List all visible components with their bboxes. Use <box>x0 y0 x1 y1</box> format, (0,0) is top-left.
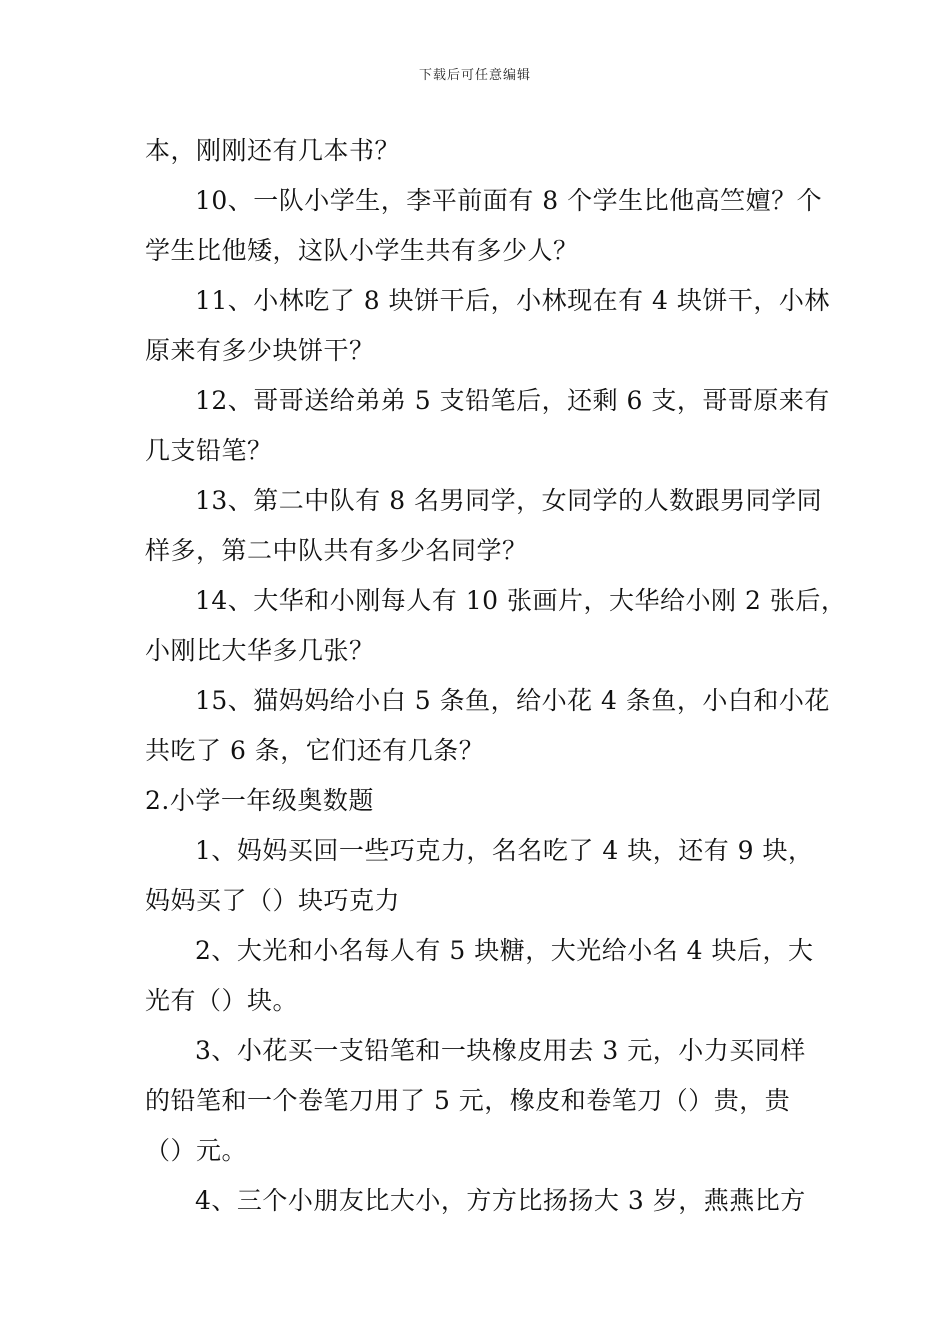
text-line: 13、第二中队有 8 名男同学，女同学的人数跟男同学同 <box>195 486 823 515</box>
text-line: 4、三个小朋友比大小，方方比扬扬大 3 岁，燕燕比方 <box>195 1186 806 1215</box>
text-line: 1、妈妈买回一些巧克力，名名吃了 4 块，还有 9 块， <box>195 836 814 865</box>
text-line: 妈妈买了（）块巧克力 <box>145 886 401 915</box>
text-line: 样多，第二中队共有多少名同学？ <box>145 536 528 565</box>
text-line: 12、哥哥送给弟弟 5 支铅笔后，还剩 6 支，哥哥原来有 <box>195 386 830 415</box>
text-line: 几支铅笔？ <box>145 436 273 465</box>
text-line: 的铅笔和一个卷笔刀用了 5 元，橡皮和卷笔刀（）贵，贵 <box>145 1086 791 1115</box>
text-line: 原来有多少块饼干？ <box>145 336 375 365</box>
text-line: 3、小花买一支铅笔和一块橡皮用去 3 元，小力买同样 <box>195 1036 806 1065</box>
text-line: 11、小林吃了 8 块饼干后，小林现在有 4 块饼干，小林 <box>195 286 830 315</box>
text-line: 共吃了 6 条，它们还有几条？ <box>145 736 485 765</box>
text-line: 2、大光和小名每人有 5 块糖，大光给小名 4 块后，大 <box>195 936 814 965</box>
text-line: 14、大华和小刚每人有 10 张画片，大华给小刚 2 张后， <box>195 586 847 615</box>
page-header: 下载后可任意编辑 <box>418 68 531 83</box>
text-line: （）元。 <box>145 1136 248 1165</box>
text-line: 小刚比大华多几张？ <box>145 636 375 665</box>
section-heading: 2.小学一年级奥数题 <box>145 786 374 815</box>
document-body <box>145 126 847 1226</box>
text-line: 15、猫妈妈给小白 5 条鱼，给小花 4 条鱼，小白和小花 <box>195 686 830 715</box>
text-line: 学生比他矮，这队小学生共有多少人？ <box>145 236 579 265</box>
text-line: 本，刚刚还有几本书？ <box>145 136 401 165</box>
text-line: 光有（）块。 <box>145 986 299 1015</box>
text-line: 10、一队小学生，李平前面有 8 个学生比他高竺嬗？个 <box>195 186 823 215</box>
